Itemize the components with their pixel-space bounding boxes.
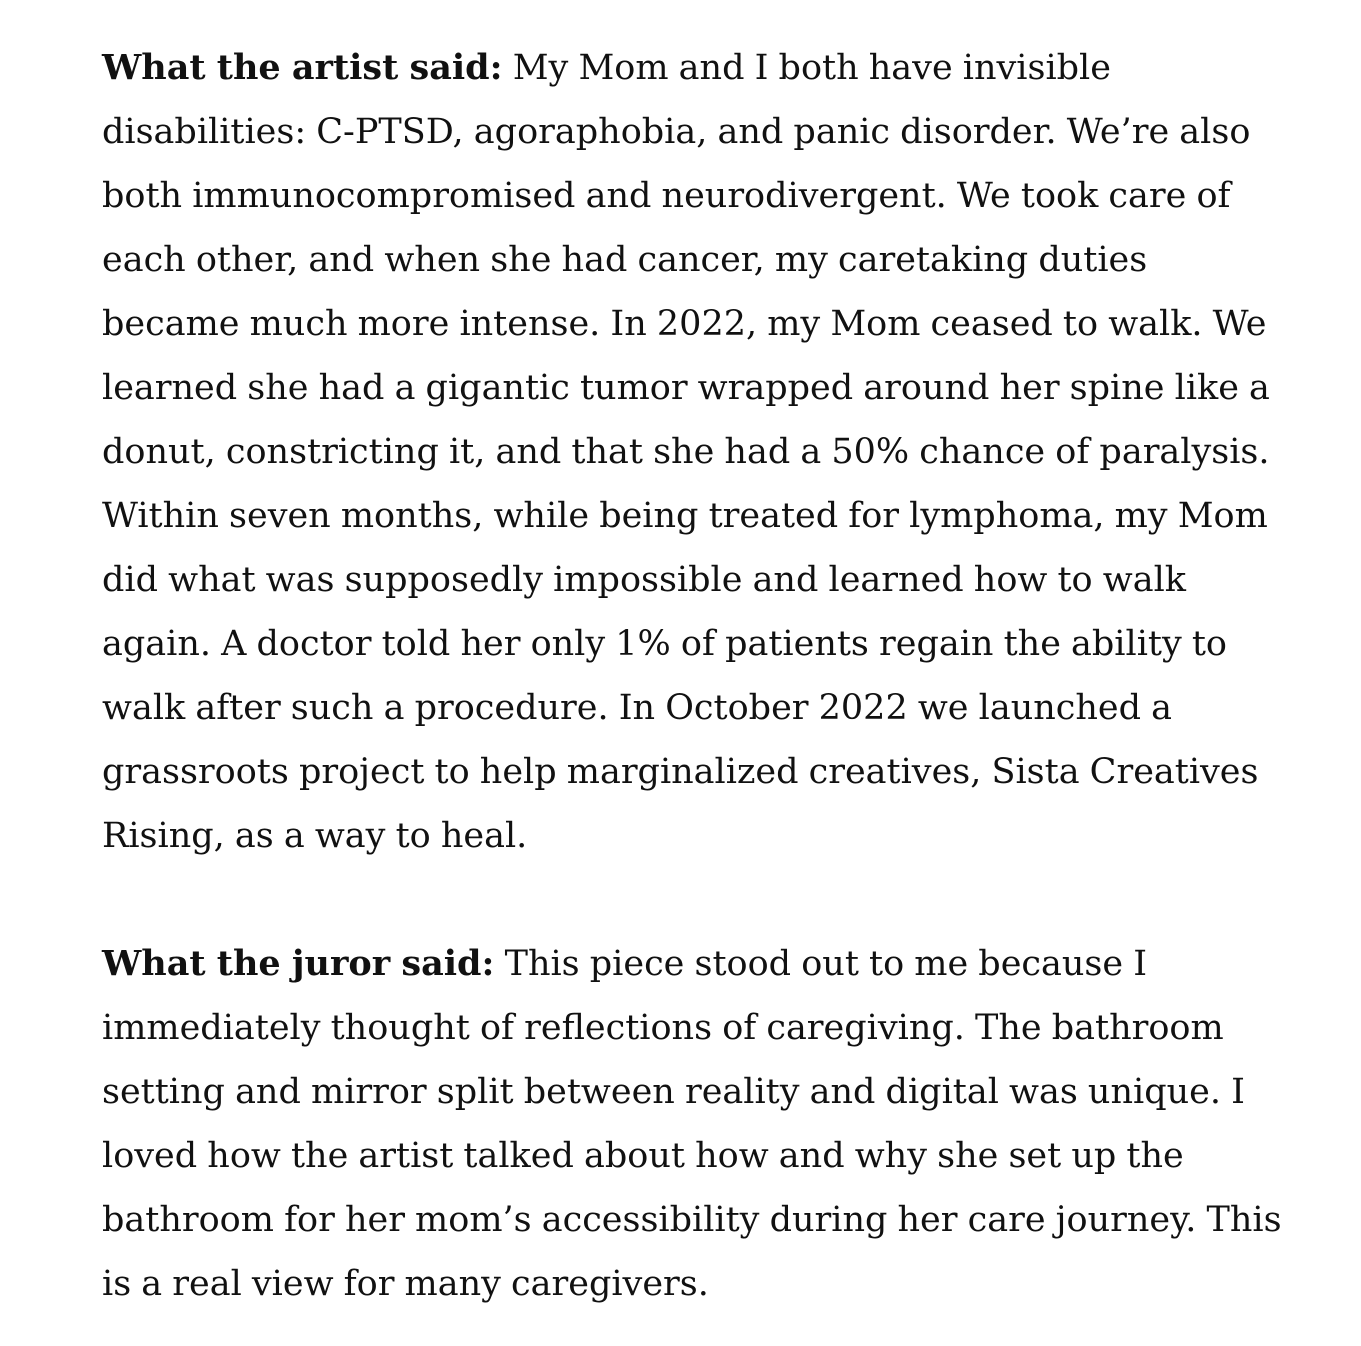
article-body	[102, 36, 1292, 1316]
juror-statement-paragraph	[102, 932, 1292, 1316]
artist-statement-label: What the artist said:	[102, 47, 503, 88]
artist-statement-text: My Mom and I both have invisible disabilities: C-PTSD, agoraphobia, and panic disorder. We’re also both immunocompromised and neurodivergent. We took care of each other, and when she had cancer, my caretaking duties became much more intense. In 2022, my Mom ceased to walk. We learned she had a gigantic tumor wrapped around her spine like a donut, constricting it, and that she had a 50% chance of paralysis. Within seven months, while being treated for lymphoma, my Mom did what was supposedly impossible and learned how to walk again. A doctor told her only 1% of patients regain the ability to walk after such a procedure. In October 2022 we launched a grassroots project to help marginalized creatives, Sista Creatives Rising, as a way to heal.	[102, 48, 1270, 856]
juror-statement-label: What the juror said:	[102, 943, 495, 984]
juror-statement-text: This piece stood out to me because I immediately thought of reflections of caregiving. The bathroom setting and mirror split between reality and digital was unique. I loved how the artist talked about how and why she set up the bathroom for her mom’s accessibility during her care journey. This is a real view for many caregivers.	[102, 944, 1282, 1304]
artist-statement-paragraph	[102, 36, 1292, 868]
